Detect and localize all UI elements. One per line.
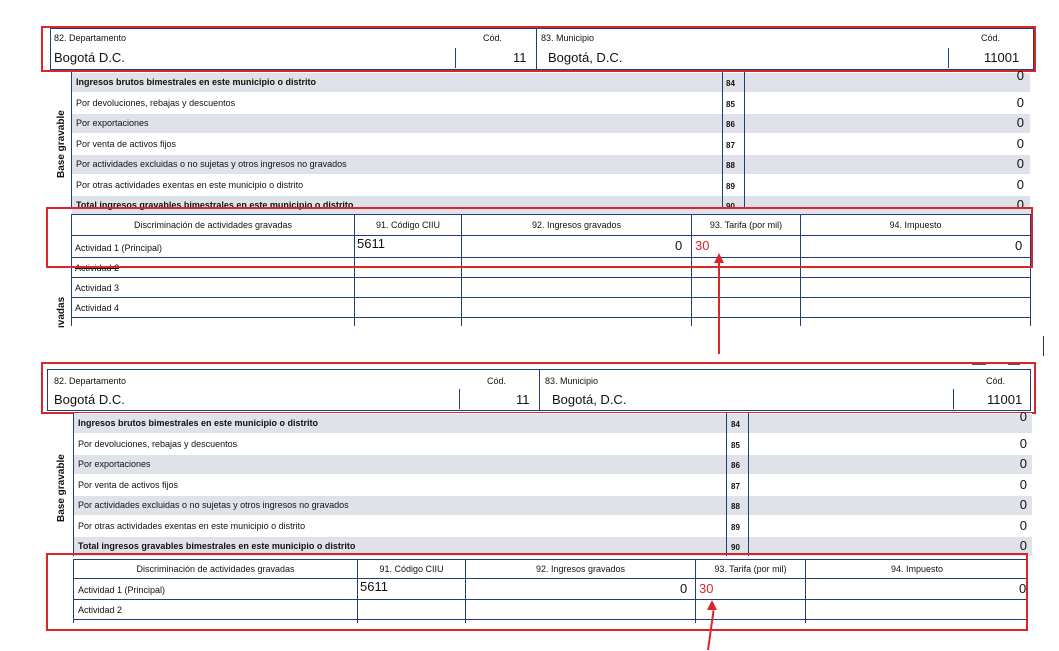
col-header-ingresos: 92. Ingresos gravados	[531, 220, 622, 230]
arrow-up-icon	[707, 610, 715, 650]
base-row-code: 89	[726, 181, 735, 191]
base-row	[74, 495, 1032, 515]
dept-code-value: 11	[513, 50, 527, 65]
base-row-code: 90	[731, 543, 740, 552]
base-row-code: 89	[731, 522, 740, 532]
base-row-code: 88	[726, 161, 735, 170]
activity-1-label: Actividad 1 (Principal)	[78, 585, 166, 595]
base-row-code: 87	[731, 481, 740, 491]
base-row-code: 84	[726, 79, 735, 88]
base-gravable-label: Base gravable	[56, 110, 67, 178]
col-header-tarifa: 93. Tarifa (por mil)	[714, 564, 787, 574]
municipio-code-label: Cód.	[986, 376, 1006, 386]
base-row	[74, 409, 1032, 433]
dept-label: 82. Departamento	[54, 33, 127, 43]
arrow-up-icon	[718, 262, 720, 354]
activity-1-impuesto: 0	[1015, 238, 1023, 253]
base-row	[74, 475, 1032, 495]
base-row-value: 0	[1019, 538, 1027, 553]
activity-1-ingresos: 0	[680, 581, 688, 596]
base-row	[72, 154, 1030, 174]
col-header-discriminacion: Discriminación de actividades gravadas	[133, 220, 293, 230]
arrow-head-icon	[714, 253, 724, 263]
col-header-ingresos: 92. Ingresos gravados	[535, 564, 626, 574]
base-row	[72, 195, 1030, 215]
base-row	[72, 93, 1030, 113]
base-row	[74, 454, 1032, 474]
activity-1-ingresos: 0	[675, 238, 683, 253]
base-row-label: Por exportaciones	[78, 459, 151, 469]
base-row-value: 0	[1019, 456, 1027, 471]
base-row-value: 0	[1016, 94, 1024, 110]
base-row	[74, 434, 1032, 454]
base-row-code: 84	[731, 420, 740, 429]
activity-2-label: Actividad 2	[75, 263, 120, 273]
base-row-value: 0	[1019, 409, 1027, 424]
base-row	[74, 536, 1032, 556]
base-row-label: Por devoluciones, rebajas y descuentos	[76, 97, 236, 108]
activity-1-label: Actividad 1 (Principal)	[75, 243, 163, 253]
municipio-label: 83. Municipio	[541, 33, 595, 43]
base-row-label: Por actividades excluidas o no sujetas y otros ingresos no gravados	[78, 500, 349, 510]
base-row-value: 0	[1019, 497, 1027, 512]
municipio-label: 83. Municipio	[545, 376, 599, 386]
base-row-label: Total ingresos gravables bimestrales en este municipio o distrito	[78, 541, 356, 551]
dept-code-value: 11	[516, 392, 530, 407]
municipio-code-value: 11001	[984, 50, 1020, 65]
base-row-label: Por exportaciones	[76, 118, 149, 128]
base-row-value: 0	[1016, 156, 1024, 171]
municipio-value: Bogotá, D.C.	[548, 50, 623, 65]
base-row-value: 0	[1019, 435, 1027, 451]
activity-4-label: Actividad 4	[75, 303, 120, 313]
activity-highlight-box	[46, 207, 1033, 268]
base-row	[72, 134, 1030, 154]
activity-1-tarifa: 30	[699, 581, 714, 596]
arrow-head-icon	[707, 600, 717, 610]
municipio-code-label: Cód.	[981, 33, 1001, 43]
dept-code-label: Cód.	[487, 376, 507, 386]
base-row	[72, 113, 1030, 133]
activity-1-tarifa: 30	[695, 238, 710, 253]
base-row-value: 0	[1016, 135, 1024, 151]
dept-value: Bogotá D.C.	[54, 50, 125, 65]
base-row	[72, 175, 1030, 195]
base-row	[72, 68, 1030, 92]
col-header-ciiu: 91. Código CIIU	[375, 220, 441, 230]
base-row-code: 88	[731, 502, 740, 511]
base-row-value: 0	[1016, 197, 1024, 212]
col-header-impuesto: 94. Impuesto	[890, 564, 944, 574]
base-row-label: Por actividades excluidas o no sujetas y otros ingresos no gravados	[76, 159, 347, 169]
base-row-label: Ingresos brutos bimestrales en este municipio o distrito	[76, 77, 317, 87]
base-row-code: 90	[726, 202, 735, 211]
base-row-value: 0	[1016, 176, 1024, 192]
municipio-code-value: 11001	[987, 392, 1023, 407]
base-row-label: Por venta de activos fijos	[78, 479, 179, 490]
base-row-code: 87	[726, 140, 735, 150]
base-gravable-label: Base gravable	[56, 454, 67, 522]
col-header-impuesto: 94. Impuesto	[889, 220, 942, 230]
base-row-value: 0	[1016, 115, 1024, 130]
base-row-value: 0	[1019, 517, 1027, 533]
base-row-code: 86	[726, 120, 735, 129]
base-row-label: Por devoluciones, rebajas y descuentos	[78, 438, 238, 449]
activity-2-label: Actividad 2	[78, 605, 123, 615]
base-row-label: Por venta de activos fijos	[76, 138, 177, 149]
col-header-ciiu: 91. Código CIIU	[379, 564, 444, 574]
activity-1-ciiu: 5611	[357, 236, 385, 251]
dept-value: Bogotá D.C.	[54, 392, 125, 407]
dept-code-label: Cód.	[483, 33, 503, 43]
base-row	[74, 516, 1032, 536]
base-row-code: 86	[731, 461, 740, 470]
gravadas-label: ıvadas	[56, 296, 67, 328]
base-row-label: Por otras actividades exentas en este municipio o distrito	[76, 179, 304, 190]
dept-label: 82. Departamento	[54, 376, 127, 386]
base-row-code: 85	[726, 99, 735, 109]
activity-1-ciiu: 5611	[360, 579, 388, 594]
activity-1-impuesto: 0	[1019, 581, 1027, 596]
col-header-tarifa: 93. Tarifa (por mil)	[709, 220, 783, 230]
base-row-label: Ingresos brutos bimestrales en este municipio o distrito	[78, 418, 319, 428]
base-row-value: 0	[1019, 476, 1027, 492]
col-header-discriminacion: Discriminación de actividades gravadas	[136, 564, 295, 574]
base-row-label: Por otras actividades exentas en este municipio o distrito	[78, 520, 306, 531]
base-row-code: 85	[731, 440, 740, 450]
base-row-label: Total ingresos gravables bimestrales en este municipio o distrito	[76, 200, 354, 210]
base-row-value: 0	[1016, 68, 1024, 83]
activity-3-label: Actividad 3	[75, 283, 120, 293]
municipio-value: Bogotá, D.C.	[552, 392, 627, 407]
